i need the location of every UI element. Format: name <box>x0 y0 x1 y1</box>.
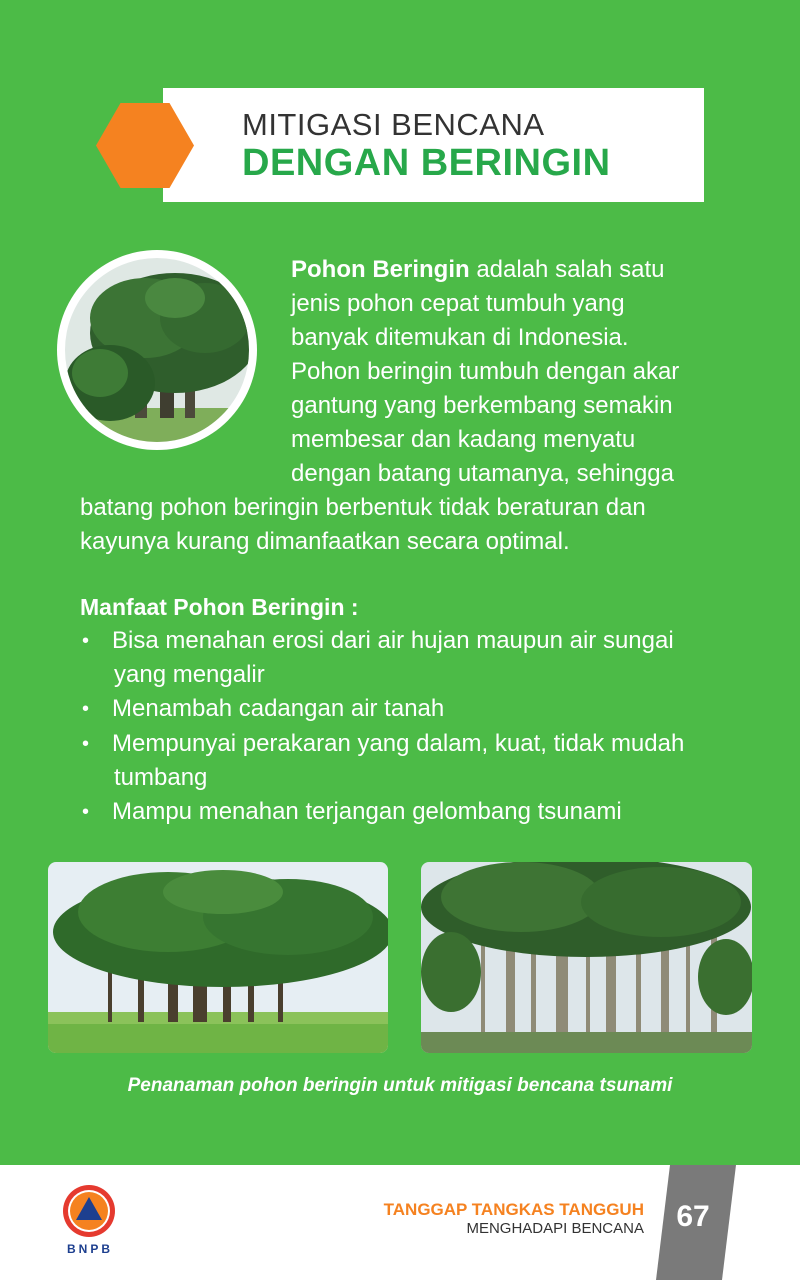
intro-line-4: Pohon beringin tumbuh dengan akar <box>291 358 680 385</box>
benefit-1-line-2: yang mengalir <box>114 661 265 688</box>
intro-line-9: kayunya kurang dimanfaatkan secara optimal. <box>80 528 570 555</box>
title-line-1: MITIGASI BENCANA <box>242 107 545 142</box>
benefit-1-line-1: Bisa menahan erosi dari air hujan maupun air sungai <box>112 627 674 654</box>
banyan-tree-field-photo <box>48 862 388 1053</box>
intro-line-7: dengan batang utamanya, sehingga <box>291 460 674 487</box>
bullet-dot-1: • <box>82 630 90 652</box>
benefits-heading: Manfaat Pohon Beringin : <box>80 594 359 620</box>
banyan-tree-roots-photo <box>421 862 752 1053</box>
bullet-dot-2: • <box>82 698 90 720</box>
intro-line-1-text: adalah salah satu <box>469 256 665 283</box>
intro-line-2: jenis pohon cepat tumbuh yang <box>291 290 625 317</box>
page-number: 67 <box>676 1200 710 1233</box>
benefit-3-line-2: tumbang <box>114 764 208 791</box>
intro-line-6: membesar dan kadang menyatu <box>291 426 636 453</box>
bullet-dot-4: • <box>82 801 90 823</box>
benefit-3-line-1: Mempunyai perakaran yang dalam, kuat, tidak mudah <box>112 730 685 757</box>
banyan-tree-round-photo <box>57 250 257 450</box>
intro-line-3: banyak ditemukan di Indonesia. <box>291 324 629 351</box>
intro-line-8: batang pohon beringin berbentuk tidak beraturan dan <box>80 494 646 521</box>
footer-tagline-2: MENGHADAPI BENCANA <box>466 1220 644 1237</box>
footer-tagline-1: TANGGAP TANGKAS TANGGUH <box>383 1200 644 1219</box>
intro-line-5: gantung yang berkembang semakin <box>291 392 673 419</box>
intro-line-1 <box>291 256 664 284</box>
benefit-4-line-1: Mampu menahan terjangan gelombang tsunami <box>112 798 622 825</box>
bnpb-logo-icon <box>62 1184 116 1238</box>
photo-caption: Penanaman pohon beringin untuk mitigasi bencana tsunami <box>127 1075 673 1096</box>
title-line-2: DENGAN BERINGIN <box>242 142 611 184</box>
bullet-dot-3: • <box>82 733 90 755</box>
bnpb-label: BNPB <box>66 1242 113 1256</box>
benefit-2-line-1: Menambah cadangan air tanah <box>112 695 445 722</box>
intro-bold-lead: Pohon Beringin <box>291 256 470 283</box>
banyan-tree-illustration <box>65 258 249 442</box>
